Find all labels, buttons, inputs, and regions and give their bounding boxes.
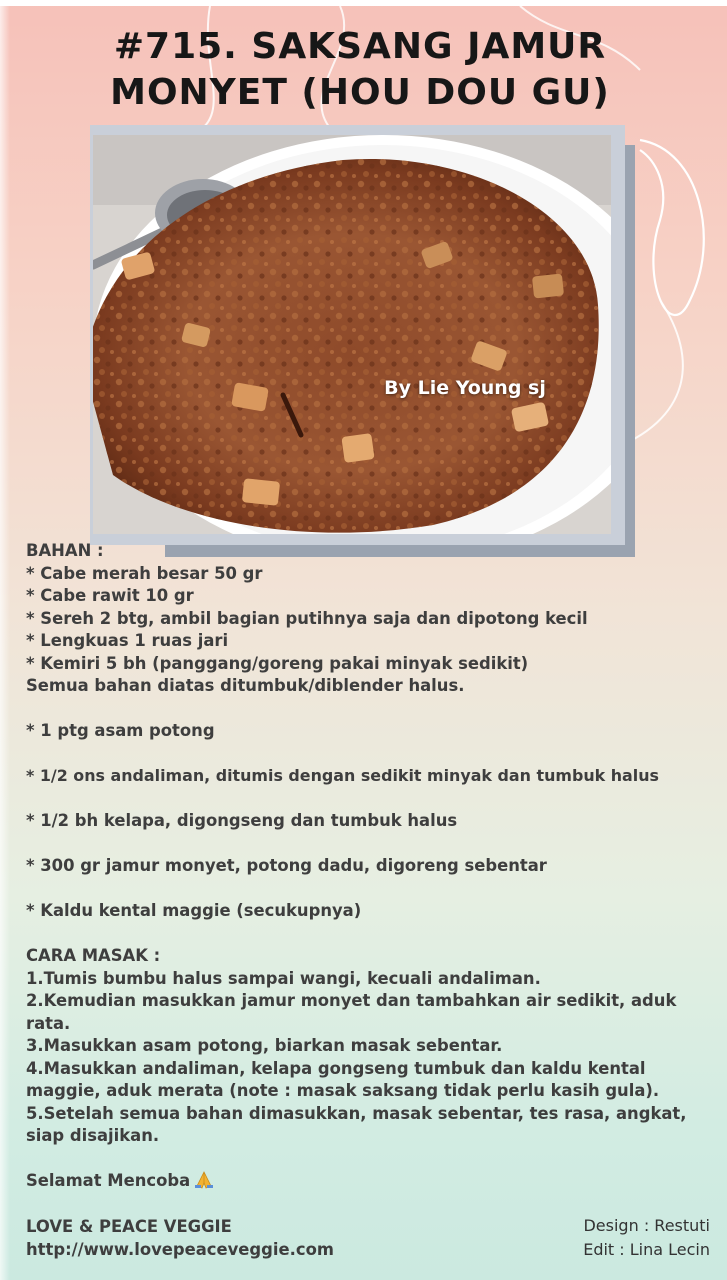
ingredient-item: * Lengkuas 1 ruas jari <box>26 631 229 650</box>
cooking-step: 1.Tumis bumbu halus sampai wangi, kecuali andaliman. <box>26 968 541 988</box>
folded-hands-icon <box>194 1171 214 1189</box>
extra-ingredient: * 1/2 bh kelapa, digongseng dan tumbuk halus <box>26 811 458 830</box>
page-title: #715. SAKSANG JAMUR MONYET (HOU DOU GU) <box>110 26 610 113</box>
recipe-text <box>26 540 716 1193</box>
closing-line <box>26 1170 716 1193</box>
cooking-step: 2.Kemudian masukkan jamur monyet dan tambahkan air sedikit, aduk rata. <box>26 991 677 1033</box>
ingredient-note: Semua bahan diatas ditumbuk/diblender halus. <box>26 676 465 695</box>
food-photo-icon <box>93 135 611 534</box>
extra-ingredient: * 1 ptg asam potong <box>26 721 215 740</box>
brand-url[interactable]: http://www.lovepeaceveggie.com <box>26 1240 334 1259</box>
closing-text: Selamat Mencoba <box>26 1171 191 1190</box>
credits-block <box>540 1214 710 1262</box>
photo-byline: By Lie Young sj <box>384 377 546 399</box>
extra-ingredient: * Kaldu kental maggie (secukupnya) <box>26 901 362 920</box>
extra-ingredient: * 300 gr jamur monyet, potong dadu, digoreng sebentar <box>26 856 547 875</box>
ingredient-item: * Cabe merah besar 50 gr <box>26 563 263 583</box>
ingredient-item: * Cabe rawit 10 gr <box>26 586 194 605</box>
cooking-step: 4.Masukkan andaliman, kelapa gongseng tumbuk dan kaldu kental maggie, aduk merata (note : masak saksang tidak perlu kasih gula). <box>26 1058 660 1100</box>
bahan-heading: BAHAN : <box>26 541 104 560</box>
design-credit: Design : Restuti <box>583 1216 710 1235</box>
left-frame <box>0 0 10 1280</box>
brand-name: LOVE & PEACE VEGGIE <box>26 1217 232 1236</box>
food-photo <box>93 135 611 534</box>
cooking-step: 5.Setelah semua bahan dimasukkan, masak sebentar, tes rasa, angkat, siap disajikan. <box>26 1103 687 1145</box>
extra-ingredient: * 1/2 ons andaliman, ditumis dengan sedikit minyak dan tumbuk halus <box>26 766 659 785</box>
top-frame <box>0 0 727 6</box>
cara-masak-heading: CARA MASAK : <box>26 946 161 965</box>
ingredient-item: * Kemiri 5 bh (panggang/goreng pakai minyak sedikit) <box>26 653 529 673</box>
cooking-step: 3.Masukkan asam potong, biarkan masak sebentar. <box>26 1036 503 1055</box>
ingredient-item: * Sereh 2 btg, ambil bagian putihnya saja dan dipotong kecil <box>26 608 588 628</box>
edit-credit: Edit : Lina Lecin <box>583 1240 710 1259</box>
brand-block <box>26 1215 426 1261</box>
